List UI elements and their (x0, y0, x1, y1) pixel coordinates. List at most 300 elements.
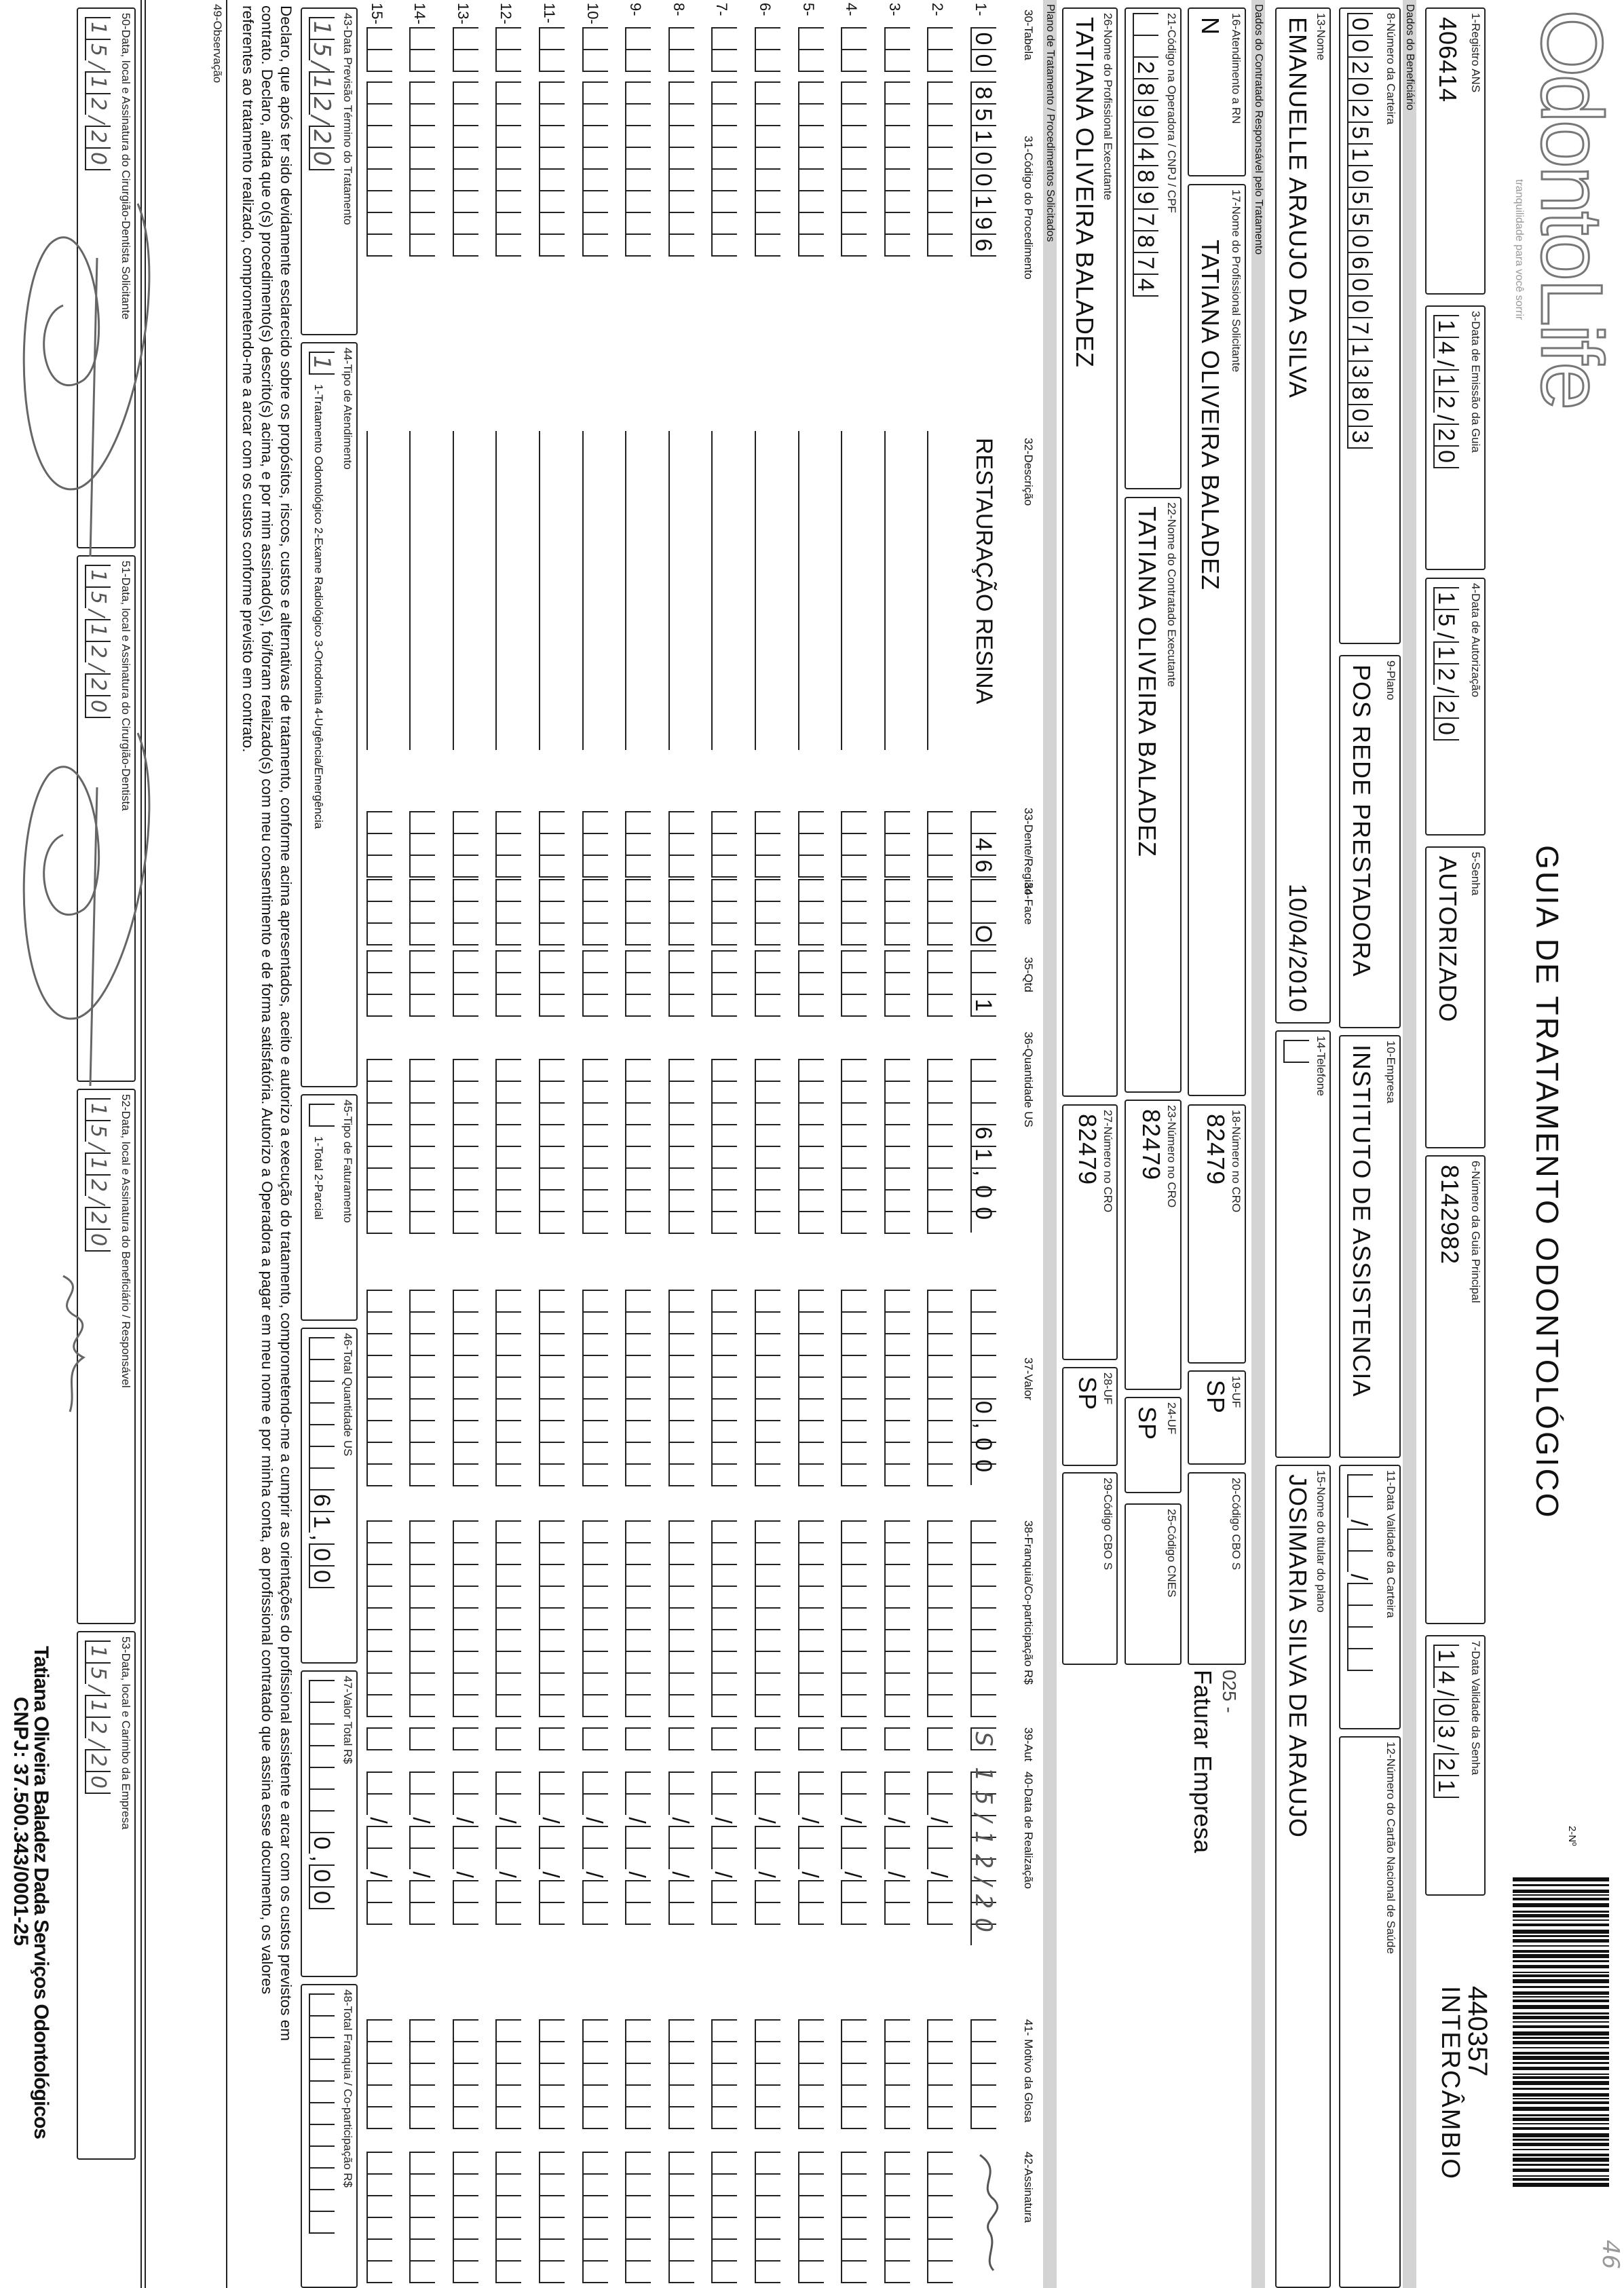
cell-assinatura[interactable] (755, 2152, 780, 2283)
digit-cell (711, 1311, 737, 1333)
cell-face[interactable] (970, 879, 996, 945)
cell-data[interactable] (927, 1771, 953, 1925)
cell-us[interactable] (495, 1059, 521, 1234)
cell-dente[interactable] (927, 811, 953, 878)
cell-aut[interactable] (798, 1727, 824, 1750)
cell-face[interactable] (668, 879, 694, 945)
digit-cell (409, 103, 435, 125)
field-validade-senha[interactable] (1425, 1635, 1486, 1896)
cell-codigo[interactable] (755, 81, 780, 257)
cell-glosa[interactable] (927, 2019, 953, 2129)
barcode-bar (1513, 2074, 1609, 2075)
field-value: TATIANA OLIVEIRA BALADEZ (1071, 17, 1099, 368)
digit-cell (711, 950, 737, 972)
cell-valor[interactable] (409, 1290, 435, 1486)
digit-cell (1347, 1496, 1373, 1518)
cell-us[interactable] (798, 1059, 824, 1234)
barcode-bar (1513, 2093, 1609, 2097)
digit-cell (668, 2260, 694, 2283)
cell-data[interactable] (625, 1771, 651, 1925)
cell-franquia[interactable] (755, 1520, 780, 1717)
cell-qtd[interactable] (798, 950, 824, 1017)
header-codigo: 31-Código do Procedimento (1022, 136, 1035, 280)
field-value (309, 1993, 335, 2234)
cell-qtd[interactable] (409, 950, 435, 1017)
digit-cell (409, 1520, 435, 1542)
digit-cell (453, 1059, 478, 1081)
cell-us[interactable] (970, 1059, 996, 1233)
cell-tabela[interactable] (798, 27, 824, 72)
digit-cell: , (307, 1534, 333, 1542)
cell-valor[interactable] (970, 1290, 996, 1485)
barcode-bar (1513, 2175, 1609, 2177)
cell-us[interactable] (453, 1059, 478, 1234)
field-cbo-solicitante[interactable] (1188, 1472, 1246, 1665)
digit-cell (841, 1398, 867, 1420)
cell-tabela[interactable] (884, 27, 910, 72)
cell-dente[interactable] (970, 811, 996, 878)
cell-us[interactable] (755, 1059, 780, 1234)
field-label: 21-Código na Operadora / CNPJ / CPF (1165, 13, 1178, 213)
cell-franquia[interactable] (841, 1520, 867, 1717)
digit-cell (366, 811, 392, 833)
digit-cell (755, 1520, 780, 1542)
cell-us[interactable] (668, 1059, 694, 1234)
digit-cell: 2 (85, 1717, 111, 1738)
field-cartao-nacional-saude[interactable] (1339, 1736, 1401, 2288)
cell-glosa[interactable] (409, 2019, 435, 2129)
digit-cell: 1 (85, 619, 111, 641)
cell-glosa[interactable] (755, 2019, 780, 2129)
cell-codigo[interactable] (884, 81, 910, 257)
cell-tabela[interactable] (755, 27, 780, 72)
digit-cell (927, 27, 953, 49)
cell-franquia[interactable] (668, 1520, 694, 1717)
digit-cell (755, 1333, 780, 1355)
digit-cell (798, 2063, 824, 2084)
cell-assinatura[interactable] (798, 2152, 824, 2283)
digit-cell (366, 1211, 392, 1234)
cell-face[interactable] (366, 879, 392, 945)
field-total-us[interactable] (301, 1328, 358, 1664)
declaration-line: referentes ao tratamento realizado, comprometendo-me a arcar com os custos conforme previsto em contrato. (240, 5, 257, 753)
cell-qtd[interactable] (539, 950, 565, 1017)
barcode-bar (1513, 1935, 1609, 1937)
cell-glosa[interactable] (841, 2019, 867, 2129)
digit-cell (309, 1680, 335, 1702)
cell-assinatura[interactable] (495, 2152, 521, 2283)
digit-cell (625, 27, 651, 49)
digit-cell (409, 1059, 435, 1081)
cell-assinatura[interactable] (453, 2152, 478, 2283)
cell-data[interactable] (711, 1771, 737, 1925)
cell-tabela[interactable] (582, 27, 608, 72)
cell-franquia[interactable] (798, 1520, 824, 1717)
cell-descricao[interactable]: RESTAURAÇÃO RESINA (971, 438, 997, 705)
cell-tabela[interactable] (970, 27, 996, 72)
cell-aut[interactable] (625, 1727, 651, 1750)
cell-franquia[interactable] (582, 1520, 608, 1717)
cell-aut[interactable] (495, 1727, 521, 1750)
row-number: 15- (368, 3, 385, 24)
cell-face[interactable] (453, 879, 478, 945)
cell-data[interactable] (755, 1771, 780, 1925)
cell-dente[interactable] (884, 811, 910, 878)
cell-tabela[interactable] (409, 27, 435, 72)
field-valor-total[interactable] (301, 1670, 358, 1977)
digit-cell (755, 833, 780, 855)
cell-glosa[interactable] (495, 2019, 521, 2129)
cell-assinatura[interactable] (409, 2152, 435, 2283)
cell-qtd[interactable] (970, 950, 996, 1017)
cell-assinatura[interactable] (711, 2152, 737, 2283)
cell-tabela[interactable] (668, 27, 694, 72)
cell-franquia[interactable] (539, 1520, 565, 1717)
cell-glosa[interactable] (625, 2019, 651, 2129)
digit-cell (668, 81, 694, 103)
cell-valor[interactable] (711, 1290, 737, 1486)
cell-codigo[interactable] (366, 81, 392, 257)
cell-franquia[interactable] (884, 1520, 910, 1717)
field-tipo-faturamento[interactable] (301, 1094, 358, 1321)
cell-qtd[interactable] (495, 950, 521, 1017)
cell-data[interactable] (798, 1771, 824, 1925)
digit-cell (711, 190, 737, 212)
cell-valor[interactable] (927, 1290, 953, 1486)
cell-dente[interactable] (453, 811, 478, 878)
cell-qtd[interactable] (927, 950, 953, 1017)
cell-dente[interactable] (755, 811, 780, 878)
cell-assinatura[interactable] (970, 2152, 1007, 2274)
cell-us[interactable] (366, 1059, 392, 1234)
cell-franquia[interactable] (625, 1520, 651, 1717)
cell-qtd[interactable] (453, 950, 478, 1017)
cell-tabela[interactable] (495, 27, 521, 72)
field-guia-principal[interactable] (1425, 1155, 1486, 1624)
cell-dente[interactable] (841, 811, 867, 878)
cell-face[interactable] (539, 879, 565, 945)
cell-data[interactable] (539, 1771, 565, 1925)
field-contratado-executante[interactable] (1125, 497, 1182, 1093)
cell-dente[interactable] (366, 811, 392, 878)
field-data-emissao[interactable] (1425, 305, 1486, 570)
digit-cell (711, 2041, 737, 2063)
digit-cell (453, 2152, 478, 2173)
field-total-franquia[interactable] (301, 1984, 358, 2288)
cell-tabela[interactable] (366, 27, 392, 72)
cell-glosa[interactable] (970, 2019, 996, 2129)
digit-cell (582, 1398, 608, 1420)
digit-cell (755, 901, 780, 922)
cell-aut[interactable] (668, 1727, 694, 1750)
digit-cell (755, 1355, 780, 1376)
cell-franquia[interactable] (409, 1520, 435, 1717)
cell-aut[interactable] (539, 1727, 565, 1750)
digit-cell (409, 1902, 435, 1925)
cell-assinatura[interactable] (927, 2152, 953, 2283)
field-uf-profissional[interactable] (1062, 1367, 1118, 1466)
field-cnes[interactable] (1125, 1503, 1182, 1665)
field-cbo-profissional[interactable] (1062, 1472, 1118, 1665)
cell-dente[interactable] (625, 811, 651, 878)
digit-cell (798, 1607, 824, 1629)
field-uf-solicitante[interactable] (1188, 1370, 1246, 1465)
digit-cell (495, 1442, 521, 1463)
cell-glosa[interactable] (582, 2019, 608, 2129)
cell-codigo[interactable] (539, 81, 565, 257)
cell-valor[interactable] (625, 1290, 651, 1486)
cell-us[interactable] (841, 1059, 867, 1234)
field-cro-executante[interactable] (1125, 1100, 1182, 1390)
cell-dente[interactable] (798, 811, 824, 878)
cell-codigo[interactable] (625, 81, 651, 257)
cell-dente[interactable] (582, 811, 608, 878)
barcode-bar (1513, 2062, 1609, 2064)
cell-codigo[interactable] (668, 81, 694, 257)
cell-aut[interactable] (884, 1727, 910, 1750)
cell-valor[interactable] (798, 1290, 824, 1486)
digit-cell (884, 103, 910, 125)
section-contratado: Dados do Contratado Responsável pelo Tratamento (1251, 0, 1265, 2288)
cell-codigo[interactable] (495, 81, 521, 257)
field-cro-solicitante[interactable] (1188, 1104, 1246, 1364)
digit-cell (927, 811, 953, 833)
field-senha[interactable] (1425, 846, 1486, 1148)
cell-codigo[interactable] (409, 81, 435, 257)
cell-dente[interactable] (495, 811, 521, 878)
cell-codigo[interactable] (841, 81, 867, 257)
cell-face[interactable] (582, 879, 608, 945)
cell-franquia[interactable] (366, 1520, 392, 1717)
field-numero-carteira[interactable] (1339, 7, 1401, 644)
barcode-bar (1513, 2047, 1609, 2048)
digit-cell (755, 2106, 780, 2129)
cell-face[interactable] (841, 879, 867, 945)
cell-us[interactable] (884, 1059, 910, 1234)
cell-aut[interactable] (927, 1727, 953, 1750)
field-cro-profissional[interactable] (1062, 1104, 1118, 1360)
digit-cell (841, 1189, 867, 1211)
field-profissional-executante[interactable] (1062, 7, 1118, 1097)
cell-face[interactable] (711, 879, 737, 945)
digit-cell (668, 1463, 694, 1486)
cell-assinatura[interactable] (625, 2152, 651, 2283)
digit-cell (453, 1355, 478, 1376)
digit-cell (798, 1694, 824, 1717)
field-data-autorizacao[interactable] (1425, 578, 1486, 836)
cell-us[interactable] (409, 1059, 435, 1234)
field-telefone[interactable] (1275, 1030, 1331, 1458)
cell-data[interactable] (841, 1771, 867, 1925)
cell-codigo[interactable] (453, 81, 478, 257)
digit-cell (409, 972, 435, 994)
cell-aut[interactable] (366, 1727, 392, 1750)
cell-glosa[interactable] (366, 2019, 392, 2129)
cell-face[interactable] (409, 879, 435, 945)
field-profissional-solicitante[interactable] (1188, 184, 1246, 1096)
cell-data[interactable] (970, 1767, 997, 1945)
digit-cell (711, 81, 737, 103)
cell-face[interactable] (495, 879, 521, 945)
cell-qtd[interactable] (625, 950, 651, 1017)
cell-aut[interactable] (453, 1727, 478, 1750)
field-uf-executante[interactable] (1125, 1397, 1182, 1493)
cell-codigo[interactable] (927, 81, 953, 257)
cell-face[interactable] (755, 879, 780, 945)
field-validade-carteira[interactable] (1339, 1465, 1401, 1729)
cell-codigo[interactable] (798, 81, 824, 257)
cell-dente[interactable] (711, 811, 737, 878)
cell-us[interactable] (927, 1059, 953, 1234)
field-plano[interactable] (1339, 655, 1401, 1028)
field-previsao-termino[interactable] (301, 7, 358, 335)
cell-aut[interactable] (582, 1727, 608, 1750)
field-atendimento-rn[interactable] (1188, 7, 1246, 176)
field-empresa[interactable] (1339, 1035, 1401, 1458)
digit-cell (539, 2084, 565, 2106)
cell-qtd[interactable] (668, 950, 694, 1017)
cell-franquia[interactable] (970, 1520, 996, 1717)
digit-cell (625, 1146, 651, 1167)
cell-assinatura[interactable] (884, 2152, 910, 2283)
digit-cell (841, 833, 867, 855)
cell-franquia[interactable] (711, 1520, 737, 1717)
cell-qtd[interactable] (366, 950, 392, 1017)
cell-codigo[interactable] (711, 81, 737, 257)
cell-us[interactable] (711, 1059, 737, 1234)
digit-cell (453, 1629, 478, 1651)
digit-cell (582, 1376, 608, 1398)
cell-qtd[interactable] (841, 950, 867, 1017)
digit-cell (841, 1146, 867, 1167)
digit-cell (668, 1146, 694, 1167)
cell-valor[interactable] (668, 1290, 694, 1486)
cell-valor[interactable] (495, 1290, 521, 1486)
cell-dente[interactable] (539, 811, 565, 878)
digit-cell (495, 2084, 521, 2106)
field-codigo-operadora[interactable] (1125, 7, 1182, 489)
cell-glosa[interactable] (798, 2019, 824, 2129)
barcode-bar (1513, 2005, 1609, 2009)
cell-face[interactable] (625, 879, 651, 945)
cell-tabela[interactable] (539, 27, 565, 72)
cell-glosa[interactable] (539, 2019, 565, 2129)
cell-qtd[interactable] (755, 950, 780, 1017)
digit-cell: 5 (85, 1120, 111, 1142)
cell-franquia[interactable] (927, 1520, 953, 1717)
cell-glosa[interactable] (453, 2019, 478, 2129)
digit-cell (884, 1355, 910, 1376)
digit-cell (539, 833, 565, 855)
barcode-bar (1513, 1924, 1609, 1926)
digit-cell (798, 1463, 824, 1486)
cell-aut[interactable] (970, 1727, 996, 1750)
digit-cell (625, 1189, 651, 1211)
digit-cell (755, 1420, 780, 1442)
digit-cell: / (85, 1143, 109, 1151)
cell-qtd[interactable] (711, 950, 737, 1017)
cell-us[interactable] (625, 1059, 651, 1234)
cell-qtd[interactable] (582, 950, 608, 1017)
cell-tabela[interactable] (841, 27, 867, 72)
cell-glosa[interactable] (668, 2019, 694, 2129)
cell-valor[interactable] (582, 1290, 608, 1486)
cell-valor[interactable] (755, 1290, 780, 1486)
cell-aut[interactable] (711, 1727, 737, 1750)
digit-cell (668, 1727, 694, 1750)
signature-empresa[interactable] (77, 1631, 136, 2160)
cell-tabela[interactable] (453, 27, 478, 72)
digit-cell (841, 2173, 867, 2195)
cell-data[interactable] (453, 1771, 478, 1925)
cell-aut[interactable] (755, 1727, 780, 1750)
cell-underline (755, 431, 756, 750)
cell-us[interactable] (539, 1059, 565, 1234)
cell-dente[interactable] (668, 811, 694, 878)
cell-face[interactable] (798, 879, 824, 945)
cell-glosa[interactable] (884, 2019, 910, 2129)
cell-assinatura[interactable] (582, 2152, 608, 2283)
cell-valor[interactable] (884, 1290, 910, 1486)
cell-data[interactable] (366, 1771, 392, 1925)
cell-valor[interactable] (841, 1290, 867, 1486)
cell-assinatura[interactable] (366, 2152, 392, 2283)
cell-qtd[interactable] (884, 950, 910, 1017)
cell-tabela[interactable] (927, 27, 953, 72)
digit-cell (495, 879, 521, 901)
cell-codigo[interactable] (582, 81, 608, 257)
cell-dente[interactable] (409, 811, 435, 878)
cell-data[interactable] (582, 1771, 608, 1925)
cell-us[interactable] (582, 1059, 608, 1234)
cell-assinatura[interactable] (841, 2152, 867, 2283)
digit-cell (366, 212, 392, 233)
digit-cell: / (1432, 686, 1458, 694)
cell-codigo[interactable] (970, 81, 996, 257)
digit-cell (668, 1398, 694, 1420)
cell-franquia[interactable] (453, 1520, 478, 1717)
cell-underline (495, 431, 497, 750)
digit-cell (755, 1146, 780, 1167)
digit-cell (798, 1826, 824, 1848)
cell-assinatura[interactable] (539, 2152, 565, 2283)
cell-face[interactable] (927, 879, 953, 945)
digit-cell (582, 1727, 608, 1750)
cell-franquia[interactable] (495, 1520, 521, 1717)
field-registro-ans[interactable] (1425, 7, 1486, 295)
cell-aut[interactable] (841, 1727, 867, 1750)
cell-valor[interactable] (539, 1290, 565, 1486)
cell-glosa[interactable] (711, 2019, 737, 2129)
cell-tabela[interactable] (625, 27, 651, 72)
cell-valor[interactable] (453, 1290, 478, 1486)
field-tipo-atendimento[interactable] (301, 342, 358, 1087)
field-titular[interactable] (1275, 1465, 1331, 2288)
cell-aut[interactable] (409, 1727, 435, 1750)
digit-cell (409, 1081, 435, 1102)
cell-assinatura[interactable] (668, 2152, 694, 2283)
cell-data[interactable] (495, 1771, 521, 1925)
field-nome[interactable] (1275, 7, 1331, 1024)
digit-cell (884, 233, 910, 257)
cell-valor[interactable] (366, 1290, 392, 1486)
cell-face[interactable] (884, 879, 910, 945)
digit-cell (582, 1124, 608, 1146)
cell-data[interactable] (884, 1771, 910, 1925)
cell-data[interactable] (409, 1771, 435, 1925)
cell-data[interactable] (668, 1771, 694, 1925)
cell-tabela[interactable] (711, 27, 737, 72)
